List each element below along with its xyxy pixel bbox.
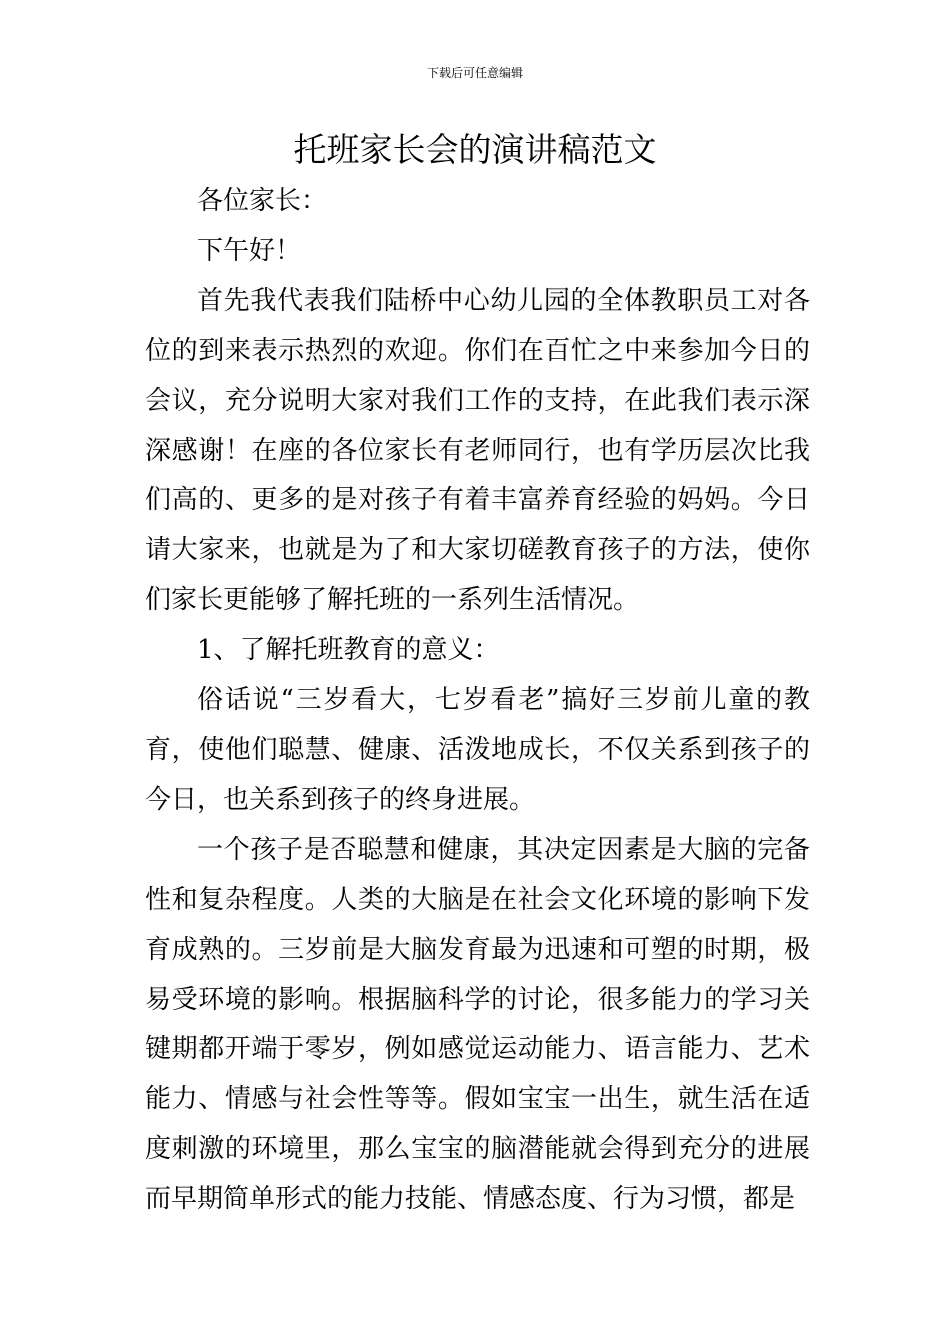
page-title: 托班家长会的演讲稿范文	[293, 130, 657, 169]
header-note: 下载后可任意编辑	[426, 66, 523, 80]
paragraph-welcome: 首先我代表我们陆桥中心幼儿园的全体教职员工对各位的到来表示热烈的欢迎。你们在百忙之中来参加今日的会议，充分说明大家对我们工作的支持，在此我们表示深深感谢！在座的各位家长有老师同行，也有学历层次比我们高的、更多的是对孩子有着丰富养育经验的妈妈。今日请大家来，也就是为了和大家切磋教育孩子的方法，使你们家长更能够了解托班的一系列生活情况。	[145, 285, 810, 616]
paragraph-salutation: 下午好！	[197, 235, 302, 266]
paragraph-greeting: 各位家长：	[197, 186, 328, 216]
body-text	[145, 177, 810, 1225]
paragraph-brain-development: 一个孩子是否聪慧和健康，其决定因素是大脑的完备性和复杂程度。人类的大脑是在社会文化环境的影响下发育成熟的。三岁前是大脑发育最为迅速和可塑的时期，极易受环境的影响。根据脑科学的讨论，很多能力的学习关键期都开端于零岁，例如感觉运动能力、语言能力、艺术能力、情感与社会性等等。假如宝宝一出生，就生活在适度刺激的环境里，那么宝宝的脑潜能就会得到充分的进展而早期简单形式的能力技能、情感态度、行为习惯，都是	[145, 834, 810, 1215]
paragraph-proverb: 俗话说“三岁看大，七岁看老”搞好三岁前儿童的教育，使他们聪慧、健康、活泼地成长，不仅关系到孩子的今日，也关系到孩子的终身进展。	[145, 685, 810, 815]
paragraph-section-heading: 1、了解托班教育的意义：	[197, 635, 500, 666]
